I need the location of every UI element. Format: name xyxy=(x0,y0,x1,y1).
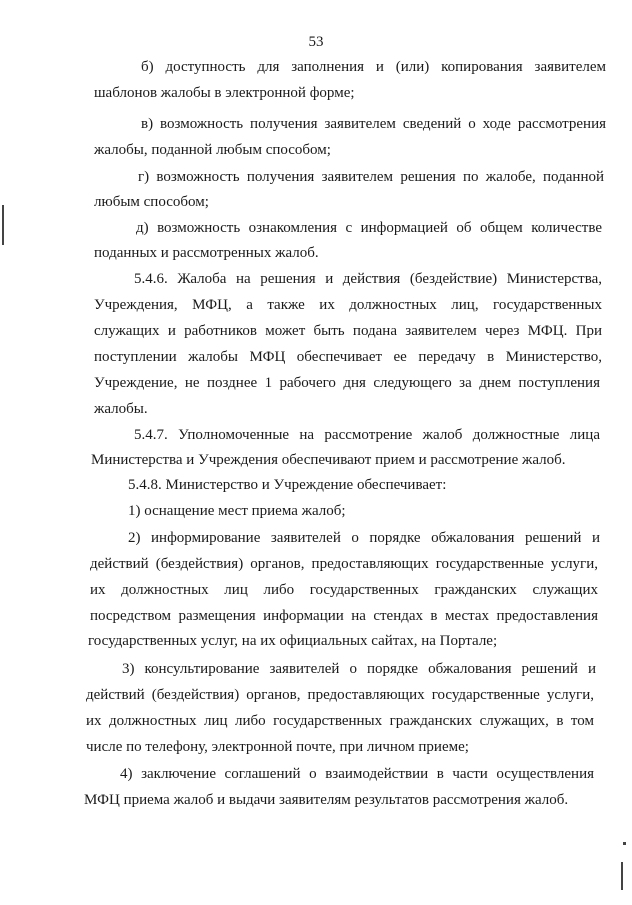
text-line: жалобы. xyxy=(94,401,148,417)
text-line: 5.4.6. Жалоба на решения и действия (бездействие) Министерства, xyxy=(134,271,602,287)
text-line: 4) заключение соглашений о взаимодействии в части осуществления xyxy=(120,766,594,782)
text-line: Учреждение, не позднее 1 рабочего дня следующего за днем поступления xyxy=(94,375,600,391)
text-line: 5.4.8. Министерство и Учреждение обеспечивает: xyxy=(128,477,447,493)
text-line: жалобы, поданной любым способом; xyxy=(94,142,331,158)
text-line: любым способом; xyxy=(94,194,209,210)
text-line: числе по телефону, электронной почте, при личном приеме; xyxy=(86,739,469,755)
text-line: поданных и рассмотренных жалоб. xyxy=(94,245,319,261)
text-line: действий (бездействия) органов, предоставляющих государственные услуги, xyxy=(86,687,594,703)
text-line: их должностных лиц либо государственных гражданских служащих xyxy=(90,582,598,598)
scan-edge-mark xyxy=(621,862,623,890)
text-line: МФЦ приема жалоб и выдачи заявителям результатов рассмотрения жалоб. xyxy=(84,792,569,808)
scan-edge-mark xyxy=(623,842,626,845)
text-line: б) доступность для заполнения и (или) копирования заявителем xyxy=(141,59,606,75)
text-line: 2) информирование заявителей о порядке обжалования решений и xyxy=(128,530,600,546)
text-line: посредством размещения информации на стендах в местах предоставления xyxy=(90,608,598,624)
text-line: 5.4.7. Уполномоченные на рассмотрение жалоб должностные лица xyxy=(134,427,600,443)
text-line: поступлении жалобы МФЦ обеспечивает ее передачу в Министерство, xyxy=(94,349,602,365)
text-line: в) возможность получения заявителем сведений о ходе рассмотрения xyxy=(141,116,606,132)
text-line: Учреждения, МФЦ, а также их должностных лиц, государственных xyxy=(94,297,602,313)
text-line: 3) консультирование заявителей о порядке обжалования решений и xyxy=(122,661,596,677)
text-line: г) возможность получения заявителем решения по жалобе, поданной xyxy=(138,169,604,185)
text-line: шаблонов жалобы в электронной форме; xyxy=(94,85,355,101)
page-number: 53 xyxy=(308,34,324,50)
text-line: д) возможность ознакомления с информацией об общем количестве xyxy=(136,220,602,236)
text-line: действий (бездействия) органов, предоставляющих государственные услуги, xyxy=(90,556,598,572)
text-line: Министерства и Учреждения обеспечивают прием и рассмотрение жалоб. xyxy=(91,452,566,468)
text-line: 1) оснащение мест приема жалоб; xyxy=(128,503,346,519)
scan-edge-mark xyxy=(2,205,4,245)
text-line: служащих и работников может быть подана заявителем через МФЦ. При xyxy=(94,323,602,339)
text-line: их должностных лиц либо государственных гражданских служащих, в том xyxy=(86,713,594,729)
text-line: государственных услуг, на их официальных сайтах, на Портале; xyxy=(88,633,498,649)
